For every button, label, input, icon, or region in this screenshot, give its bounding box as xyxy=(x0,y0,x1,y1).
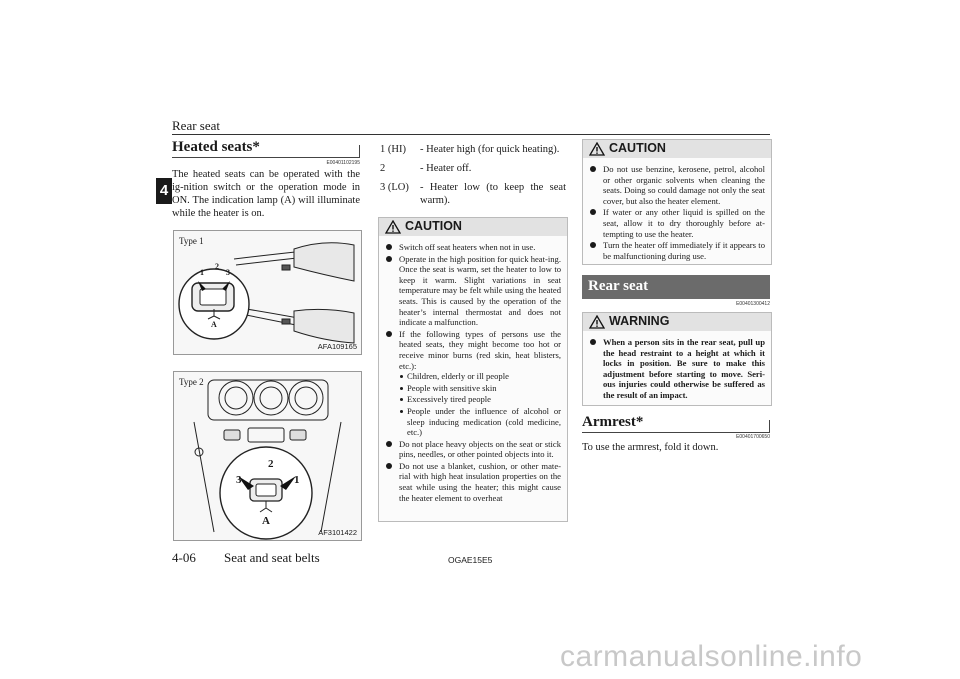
warning-triangle-icon xyxy=(385,220,401,234)
figure1-code: AFA109165 xyxy=(317,342,357,351)
list-item: Turn the heater off immediately if it appears to be malfunctioning during use. xyxy=(589,240,765,261)
position-text: - Heater high (for quick heating). xyxy=(420,144,560,155)
position-row xyxy=(380,162,568,176)
sub-item: People under the influence of alcohol or sleep inducing medication (cold medicine, etc.) xyxy=(399,406,561,438)
position-row xyxy=(380,181,568,209)
position-key: 3 (LO) xyxy=(380,182,409,193)
figure1-callout-1: 1 xyxy=(200,268,204,277)
heated-seats-code: E00401102195 xyxy=(326,160,360,166)
heated-seats-intro: The heated seats can be operated with the ig-nition switch or the operation mode in ON. The indication lamp (A) will illuminate while the heater is on. xyxy=(172,169,360,219)
figure1-callout-3: 3 xyxy=(226,268,230,277)
figure2-callout-a: A xyxy=(262,515,270,527)
figure1-callout-2: 2 xyxy=(215,262,219,271)
header-rule xyxy=(172,134,770,135)
caution-header xyxy=(379,218,567,236)
caution-header xyxy=(583,140,771,158)
list-item: Switch off seat heaters when not in use. xyxy=(385,242,561,253)
rear-seat-code: E00401300412 xyxy=(736,301,770,307)
figure2-callout-1: 1 xyxy=(294,474,300,486)
rear-seat-band xyxy=(582,275,770,299)
list-item: Operate in the high position for quick heat-ing. Once the seat is warm, set the heater to low to keep it warm. Slight variations in seat temperature may be felt while using the heated seats. This is caused by the operation of the heater’s internal thermostat and does not indicate a malfunction. xyxy=(385,254,561,328)
figure1-type-label: Type 1 xyxy=(179,236,204,246)
footer-code: OGAE15E5 xyxy=(448,555,493,565)
list-item: If the following types of persons use the heated seats, they might become too hot or receive minor burns (red skin, heat blisters, etc.): Children, elderly or ill people People with sensitive skin Excessively tired people People under the influence of alcohol or sleep inducing medication (cold medicine, etc.) xyxy=(385,329,561,438)
figure-type1 xyxy=(173,230,362,355)
sub-item: People with sensitive skin xyxy=(399,383,561,394)
rear-seat-title: Rear seat xyxy=(588,278,649,294)
caution-box-heater xyxy=(378,217,568,522)
heated-seats-tick xyxy=(359,145,360,157)
caution-sublist xyxy=(399,371,561,438)
position-row xyxy=(380,143,568,157)
warning-triangle-icon xyxy=(589,142,605,156)
footer-section: Seat and seat belts xyxy=(224,550,320,565)
list-item: Do not place heavy objects on the seat or stick pins, needles, or other pointed objects into it. xyxy=(385,439,561,460)
caution-box-cleaning xyxy=(582,139,772,265)
figure2-code: AF3101422 xyxy=(318,528,357,537)
heated-seats-title: Heated seats* xyxy=(172,139,260,155)
caution-label: CAUTION xyxy=(609,141,666,155)
warning-label: WARNING xyxy=(609,314,670,328)
armrest-code: E00401700650 xyxy=(736,434,770,440)
armrest-tick xyxy=(769,420,770,432)
page-number: 4-06 xyxy=(172,550,196,565)
sub-item: Excessively tired people xyxy=(399,394,561,405)
chapter-tab: 4 xyxy=(156,178,172,204)
list-item: When a person sits in the rear seat, pull up the head restraint to a height at which it locks in position. Be sure to make this adjustment before starting to move. Seri-ous injuries could otherwise be suffered as the result of an impact. xyxy=(589,337,765,401)
figure1-callout-a: A xyxy=(211,320,217,329)
caution-label: CAUTION xyxy=(405,219,462,233)
figure2-callout-3: 3 xyxy=(236,474,242,486)
position-key: 2 xyxy=(380,163,386,174)
armrest-title: Armrest* xyxy=(582,414,644,430)
running-head: Rear seat xyxy=(172,118,221,133)
figure2-type-label: Type 2 xyxy=(179,377,204,387)
sub-item: Children, elderly or ill people xyxy=(399,371,561,382)
warning-box xyxy=(582,312,772,406)
position-text: - Heater low (to keep the seat warm). xyxy=(420,182,566,206)
list-item: Do not use benzine, kerosene, petrol, alcohol or other organic solvents when cleaning the seats. Doing so could damage not only the seat cover, but also the heater element. xyxy=(589,164,765,206)
armrest-rule xyxy=(582,432,770,433)
position-key: 1 (HI) xyxy=(380,144,406,155)
caution-list xyxy=(589,164,765,262)
list-item: If water or any other liquid is spilled on the seat, allow it to dry thoroughly before at-tempting to use the heater. xyxy=(589,207,765,239)
list-item: Do not use a blanket, cushion, or other mate-rial with high heat insulation properties on the seat while using the heater; this might cause the heater element to overheat xyxy=(385,461,561,503)
caution-list xyxy=(385,242,561,504)
warning-triangle-icon xyxy=(589,315,605,329)
heated-seats-rule xyxy=(172,157,360,158)
switch-diagram-type1 xyxy=(174,231,361,354)
position-text: - Heater off. xyxy=(420,163,472,174)
warning-list xyxy=(589,337,765,402)
figure-type2 xyxy=(173,371,362,541)
watermark: carmanualsonline.info xyxy=(560,640,863,673)
figure2-callout-2: 2 xyxy=(268,458,274,470)
armrest-text: To use the armrest, fold it down. xyxy=(582,442,719,453)
warning-header xyxy=(583,313,771,331)
